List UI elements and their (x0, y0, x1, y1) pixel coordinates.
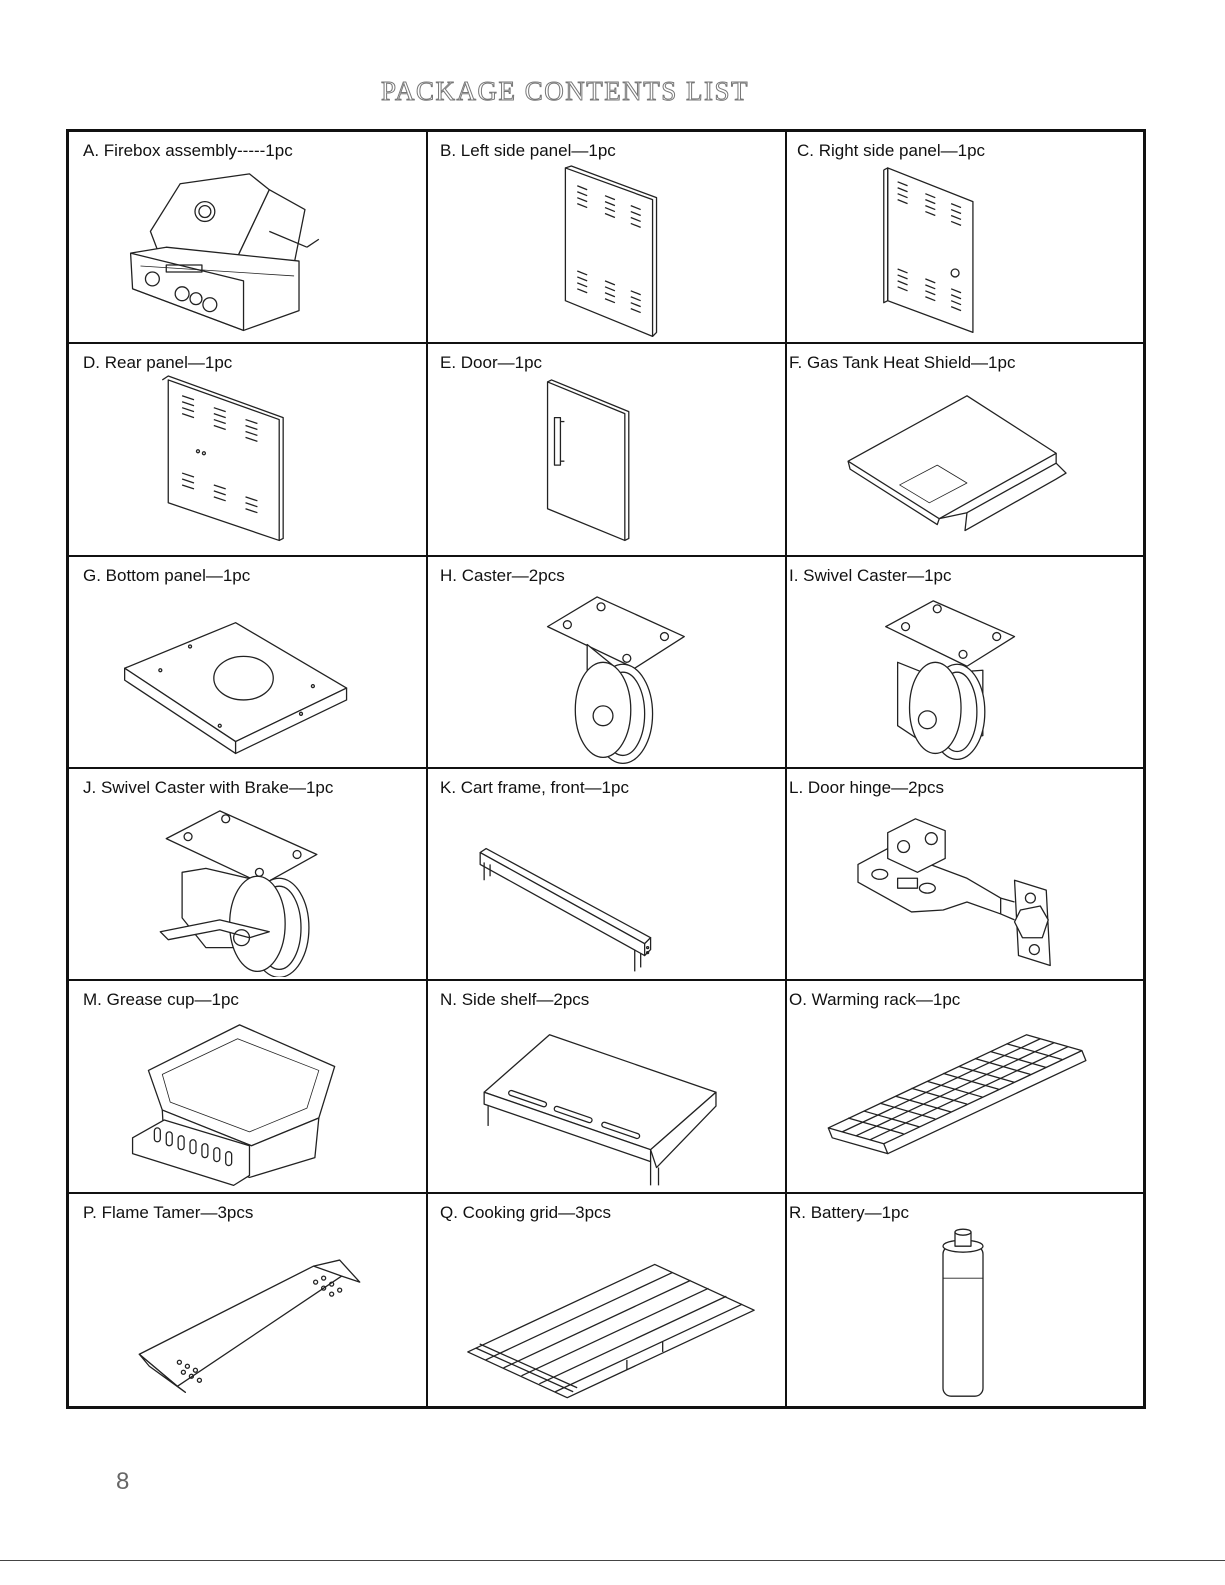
page-number: 8 (116, 1468, 130, 1495)
item-label-l: L. Door hinge—2pcs (789, 777, 944, 797)
side-shelf-icon (428, 1011, 785, 1189)
caster-icon (428, 587, 785, 765)
bottom-panel-icon (69, 587, 426, 765)
cooking-grid-icon (428, 1224, 785, 1404)
item-label-m: M. Grease cup—1pc (83, 990, 239, 1010)
brake-caster-icon (69, 799, 426, 977)
cart-frame-icon (428, 799, 785, 977)
item-label-i: I. Swivel Caster—1pc (789, 565, 952, 585)
item-cell-l (787, 769, 1143, 981)
item-cell-j (69, 769, 428, 981)
item-cell-f (787, 344, 1143, 556)
item-cell-p (69, 1194, 428, 1406)
item-label-o: O. Warming rack—1pc (789, 990, 961, 1010)
door-icon (428, 374, 785, 552)
item-label-g: G. Bottom panel—1pc (83, 565, 251, 585)
item-cell-d (69, 344, 428, 556)
item-label-d: D. Rear panel—1pc (83, 353, 233, 373)
item-cell-o (787, 981, 1143, 1193)
left-side-panel-icon (428, 162, 785, 340)
firebox-icon (69, 162, 426, 340)
item-label-j: J. Swivel Caster with Brake—1pc (83, 777, 334, 797)
item-label-r: R. Battery—1pc (789, 1202, 909, 1222)
swivel-caster-icon (787, 587, 1143, 765)
heat-shield-icon (787, 374, 1143, 552)
footer-rule (0, 1560, 1225, 1561)
grease-cup-icon (69, 1011, 426, 1189)
item-cell-h (428, 557, 787, 769)
item-cell-q (428, 1194, 787, 1406)
item-cell-m (69, 981, 428, 1193)
item-cell-a (69, 132, 428, 344)
item-cell-b (428, 132, 787, 344)
item-label-n: N. Side shelf—2pcs (440, 990, 590, 1010)
right-side-panel-icon (787, 162, 1143, 340)
item-cell-e (428, 344, 787, 556)
battery-icon (787, 1224, 1143, 1404)
item-label-c: C. Right side panel—1pc (797, 141, 986, 160)
item-label-p: P. Flame Tamer—3pcs (83, 1202, 254, 1222)
item-label-b: B. Left side panel—1pc (440, 141, 616, 160)
item-label-q: Q. Cooking grid—3pcs (440, 1202, 612, 1222)
item-cell-n (428, 981, 787, 1193)
item-label-k: K. Cart frame, front—1pc (440, 777, 629, 797)
item-label-a: A. Firebox assembly-----1pc (83, 141, 293, 160)
warming-rack-icon (787, 1011, 1143, 1189)
item-label-h: H. Caster—2pcs (440, 565, 565, 585)
item-cell-g (69, 557, 428, 769)
item-label-e: E. Door—1pc (440, 353, 543, 373)
item-cell-r (787, 1194, 1143, 1406)
contents-table (66, 129, 1146, 1409)
door-hinge-icon (787, 799, 1143, 977)
item-cell-k (428, 769, 787, 981)
flame-tamer-icon (69, 1224, 426, 1404)
page-title: PACKAGE CONTENTS LIST (380, 76, 750, 106)
item-cell-i (787, 557, 1143, 769)
item-cell-c (787, 132, 1143, 344)
item-label-f: F. Gas Tank Heat Shield—1pc (789, 353, 1016, 373)
rear-panel-icon (69, 374, 426, 552)
